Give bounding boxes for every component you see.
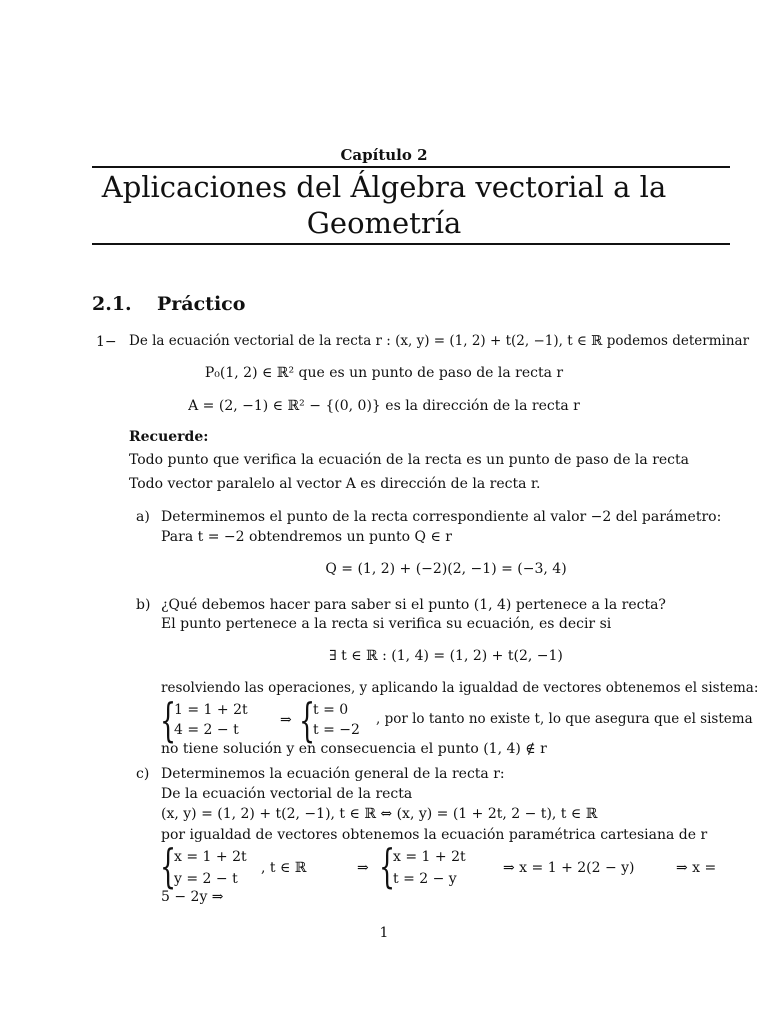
system-row: x = 1 + 2t xyxy=(393,849,466,865)
system-row: t = 2 − y xyxy=(393,871,457,887)
chapter-title-line2: Geometría xyxy=(306,206,462,240)
chapter-title-line1: Aplicaciones del Álgebra vectorial a la xyxy=(101,170,667,204)
page-number: 1 xyxy=(379,925,389,941)
part-c-text-1: Determinemos la ecuación general de la recta r: xyxy=(161,766,505,782)
implies-symbol: ⇒ xyxy=(357,860,369,876)
part-b-text-4: no tiene solución y en consecuencia el punto (1, 4) ∉ r xyxy=(161,741,547,757)
part-c-label: c) xyxy=(136,766,150,782)
system-row: 4 = 2 − t xyxy=(174,722,239,738)
brace-icon: { xyxy=(299,693,316,747)
part-a-equation: Q = (1, 2) + (−2)(2, −1) = (−3, 4) xyxy=(325,561,567,577)
implies-symbol: ⇒ xyxy=(280,712,292,728)
part-c-parameter: , t ∈ ℝ xyxy=(261,860,307,876)
part-c-text-3: (x, y) = (1, 2) + t(2, −1), t ∈ ℝ ⇔ (x, y) = (1 + 2t, 2 − t), t ∈ ℝ xyxy=(161,806,598,822)
section-title: Práctico xyxy=(157,293,246,315)
recuerde-line-2: Todo vector paralelo al vector A es dirección de la recta r. xyxy=(129,476,541,492)
part-b-conclusion: , por lo tanto no existe t, lo que asegura que el sistema xyxy=(376,711,753,727)
part-a-label: a) xyxy=(136,509,150,525)
part-c-continuation: 5 − 2y ⇒ xyxy=(161,889,224,905)
problem-intro: De la ecuación vectorial de la recta r : (x, y) = (1, 2) + t(2, −1), t ∈ ℝ podemos determinar xyxy=(129,333,750,349)
part-c-text-4: por igualdad de vectores obtenemos la ecuación paramétrica cartesiana de r xyxy=(161,827,708,843)
brace-icon: { xyxy=(160,693,177,747)
system-row: x = 1 + 2t xyxy=(174,849,247,865)
part-c-text-2: De la ecuación vectorial de la recta xyxy=(161,786,413,802)
part-b-equation: ∃ t ∈ ℝ : (1, 4) = (1, 2) + t(2, −1) xyxy=(329,648,563,664)
part-a-text-1: Determinemos el punto de la recta correspondiente al valor −2 del parámetro: xyxy=(161,509,722,525)
recuerde-title: Recuerde: xyxy=(129,429,209,445)
system-row: 1 = 1 + 2t xyxy=(174,702,248,718)
chapter-label: Capítulo 2 xyxy=(340,146,428,164)
section-number: 2.1. xyxy=(92,293,132,315)
part-c-step-2: ⇒ x = xyxy=(676,860,717,876)
part-b-text-3: resolviendo las operaciones, y aplicando la igualdad de vectores obtenemos el sistema: xyxy=(161,680,759,696)
point-p0-line: P₀(1, 2) ∈ ℝ² que es un punto de paso de la recta r xyxy=(204,365,564,381)
part-c-step-1: ⇒ x = 1 + 2(2 − y) xyxy=(503,860,635,876)
part-b-text-1: ¿Qué debemos hacer para saber si el punto (1, 4) pertenece a la recta? xyxy=(161,597,666,613)
problem-number: 1− xyxy=(96,334,117,350)
brace-icon: { xyxy=(160,839,177,893)
part-b-text-2: El punto pertenece a la recta si verifica su ecuación, es decir si xyxy=(161,616,612,632)
recuerde-line-1: Todo punto que verifica la ecuación de la recta es un punto de paso de la recta xyxy=(129,452,689,468)
part-b-label: b) xyxy=(136,597,151,613)
system-row: t = −2 xyxy=(313,722,360,738)
part-a-text-2: Para t = −2 obtendremos un punto Q ∈ r xyxy=(161,529,452,545)
chapter-rule-bottom xyxy=(92,243,730,245)
direction-a-line: A = (2, −1) ∈ ℝ² − {(0, 0)} es la dirección de la recta r xyxy=(188,398,580,414)
system-row: y = 2 − t xyxy=(174,871,238,887)
chapter-rule-top xyxy=(92,166,730,168)
system-row: t = 0 xyxy=(313,702,349,718)
brace-icon: { xyxy=(379,839,396,893)
